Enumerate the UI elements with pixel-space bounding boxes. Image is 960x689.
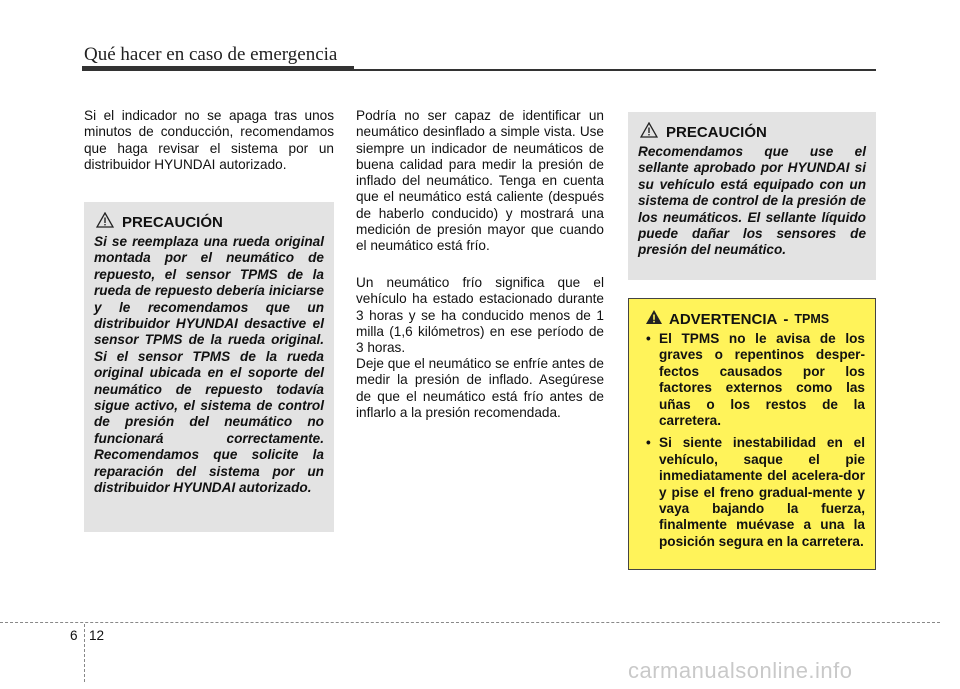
footer-divider [0,622,940,623]
watermark: carmanualsonline.info [628,658,853,683]
caution-title-label: PRECAUCIÓN [122,213,223,231]
warning-box-tpms [628,298,876,570]
warning-item: • Si siente inestabilidad en el vehículo, saque el pie inmediatamente del acelera-dor y pise el freno gradual-mente y vaya bajando la fuerza, finalmente muévase a una la posición segura en la carretera. [639,435,865,550]
warning-title [639,309,865,329]
warning-item: • El TPMS no le avisa de los graves o repentinos desper-fectos causados por los factores externos como las uñas o los restos de la carretera. [639,331,865,429]
chapter-number: 6 [70,628,78,643]
page-number: 12 [89,628,105,643]
caution-box-sealant [628,112,876,280]
warning-list [639,331,865,550]
warning-title-separator: - [783,310,789,328]
warning-filled-triangle-icon [645,309,663,329]
page-header-title: Qué hacer en caso de emergencia [84,44,338,65]
caution-title-label: PRECAUCIÓN [666,123,767,141]
caution-box-spare-tire [84,202,334,532]
caution-title [638,122,866,142]
header-rule-thin [354,69,876,71]
warning-triangle-icon [640,122,658,142]
pressure-paragraph: Podría no ser capaz de identificar un neumático desinflado a simple vista. Use siempre un indicador de neumáticos de buena calidad para medir la presión de inflado del neumático. Tenga en cuenta que el neumático está caliente (después de haberlo conducido) y mostrará una medición de presión mayor que cuando el neumático está frío. [356,108,604,254]
warning-subtitle: TPMS [794,312,830,326]
warning-triangle-icon [96,212,114,232]
warning-title-label: ADVERTENCIA [669,310,778,328]
caution-body: Recomendamos que use el sellante aprobado por HYUNDAI si su vehículo está equipado con un sistema de control de la presión de los neumáticos. El sellante líquido puede dañar los sensores de presión del neumático. [638,144,866,258]
cold-tire-paragraph: Un neumático frío significa que el vehículo ha estado estacionado durante 3 horas y se ha conducido menos de 1 milla (1,6 kilómetros) en ese período de 3 horas. [356,275,604,356]
cool-down-paragraph: Deje que el neumático se enfríe antes de medir la presión de inflado. Asegúrese de que el neumático está frío antes de inflarlo a la presión recomendada. [356,356,604,420]
footer-vertical-divider [84,624,85,682]
header-rule-thick [82,66,354,71]
intro-paragraph: Si el indicador no se apaga tras unos minutos de conducción, recomendamos que haga revisar el sistema por un distribuidor HYUNDAI autorizado. [84,108,334,172]
caution-body: Si se reemplaza una rueda original montada por el neumático de repuesto, el sensor TPMS de la rueda de repuesto debería iniciarse y le recomendamos que un distribuidor HYUNDAI desactive el sensor TPMS de la rueda original. Si el sensor TPMS de la rueda original ubicada en el soporte del neumático de repuesto todavía sigue activo, el sistema de control de presión del neumático no funcionará correctamente. Recomendamos que solicite la reparación del sistema por un distribuidor HYUNDAI autorizado. [94,234,324,496]
caution-title [94,212,324,232]
